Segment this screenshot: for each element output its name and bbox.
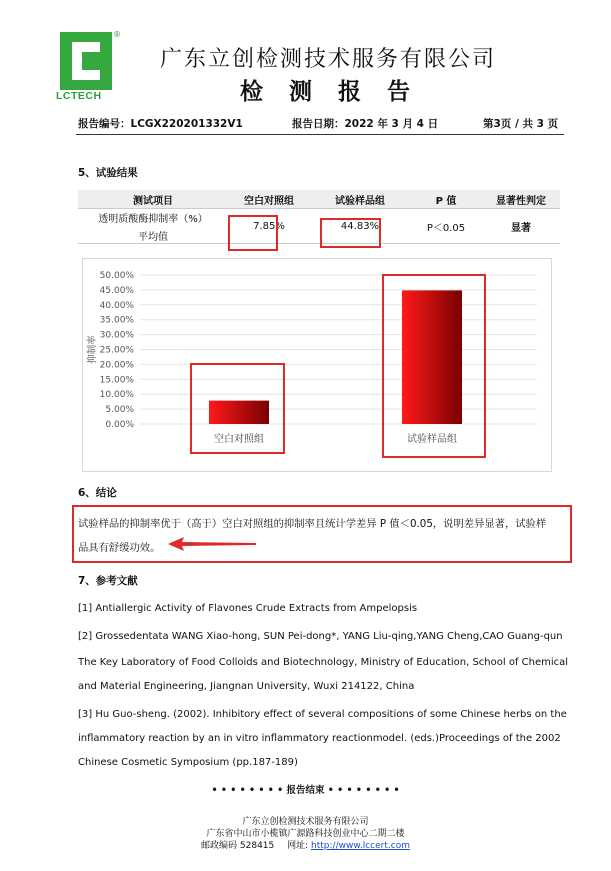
registered-mark: ®	[113, 30, 121, 39]
test-item-line1: 透明质酸酶抑制率（%）	[98, 213, 208, 225]
page-number: 第3页 / 共 3 页	[483, 118, 559, 130]
highlight-box-blank-value	[228, 215, 278, 251]
test-item-cell	[78, 209, 228, 244]
test-item-line2: 平均值	[138, 231, 168, 243]
table-header-row	[78, 190, 560, 209]
y-tick-label: 5.00%	[105, 405, 134, 416]
arrow-icon	[168, 536, 258, 552]
table-header: P 值	[410, 190, 482, 209]
header-divider	[76, 134, 564, 135]
highlight-box-blank-bar	[190, 363, 285, 454]
report-number: 报告编号：LCGX220201332V1	[78, 118, 243, 130]
section7-heading: 7、参考文献	[78, 575, 138, 587]
reference-3-line3: Chinese Cosmetic Symposium (pp.187-189)	[78, 757, 298, 768]
table-header: 测试项目	[78, 190, 228, 209]
test-sample-value: 44.83%	[340, 220, 380, 232]
footer-contact	[0, 838, 611, 851]
company-name: 广东立创检测技术服务有限公司	[160, 47, 497, 72]
footer-postcode: 邮政编码 528415	[201, 841, 275, 851]
reference-2-line3: and Material Engineering, Jiangnan University, Wuxi 214122, China	[78, 681, 415, 692]
y-tick-label: 25.00%	[99, 345, 134, 356]
report-title: 检 测 报 告	[240, 78, 420, 105]
significance-value: 显著	[511, 222, 531, 234]
p-value: P＜0.05	[426, 222, 466, 234]
reference-1: [1] Antiallergic Activity of Flavones Crude Extracts from Ampelopsis	[78, 603, 418, 614]
highlight-box-conclusion	[72, 505, 572, 563]
reference-2-line1: [2] Grossedentata WANG Xiao-hong, SUN Pei-dong*, YANG Liu-qing,YANG Cheng,CAO Guang-qun	[78, 631, 563, 642]
y-tick-label: 15.00%	[99, 375, 134, 386]
table-header: 空白对照组	[228, 190, 310, 209]
table-header: 显著性判定	[482, 190, 560, 209]
section5-heading: 5、试验结果	[78, 167, 138, 179]
y-tick-label: 35.00%	[99, 315, 134, 326]
logo-text: LCTECH	[56, 90, 102, 102]
x-tick-label: 空白对照组	[214, 434, 264, 445]
results-table	[78, 190, 560, 244]
report-date: 报告日期：2022 年 3 月 4 日	[292, 118, 439, 130]
reference-3-line1: [3] Hu Guo-sheng. (2002). Inhibitory effect of several compositions of some Chinese herbs on the	[78, 709, 567, 720]
conclusion-line2: 品具有舒缓功效。	[78, 542, 161, 554]
y-tick-label: 20.00%	[99, 360, 134, 371]
footer-company: 广东立创检测技术服务有限公司	[242, 817, 369, 827]
highlight-box-sample-bar	[382, 274, 486, 458]
y-tick-label: 0.00%	[105, 420, 134, 430]
y-tick-label: 10.00%	[99, 390, 134, 401]
section6-heading: 6、结论	[78, 487, 117, 499]
y-tick-label: 30.00%	[99, 330, 134, 341]
reference-2-line2: The Key Laboratory of Food Colloids and Biotechnology, Ministry of Education, School of Chemical	[78, 657, 569, 668]
y-axis-label: 抑制率	[87, 335, 98, 364]
y-tick-label: 45.00%	[99, 285, 134, 296]
conclusion-line1: 试验样品的抑制率优于（高于）空白对照组的抑制率且统计学差异 P 值＜0.05，说明差异显著，试验样	[78, 518, 547, 530]
highlight-box-sample-value	[320, 218, 381, 248]
report-end-mark: • • • • • • • • 报告结束 • • • • • • • •	[211, 785, 400, 796]
x-tick-label: 试验样品组	[407, 434, 457, 445]
footer-web-label: 网址:	[287, 841, 312, 851]
website-link[interactable]: http://www.lccert.com	[311, 841, 410, 851]
y-tick-label: 50.00%	[99, 271, 134, 281]
footer-address: 广东省中山市小榄镇广源路科技创业中心二期二楼	[206, 829, 405, 839]
reference-3-line2: inflammatory reaction by an in vitro inflammatory reactionmodel. (eds.)Proceedings of the 2002	[78, 733, 561, 744]
table-row	[78, 209, 560, 244]
table-header: 试验样品组	[310, 190, 410, 209]
y-tick-label: 40.00%	[99, 300, 134, 311]
blank-control-value: 7.85%	[253, 220, 285, 232]
